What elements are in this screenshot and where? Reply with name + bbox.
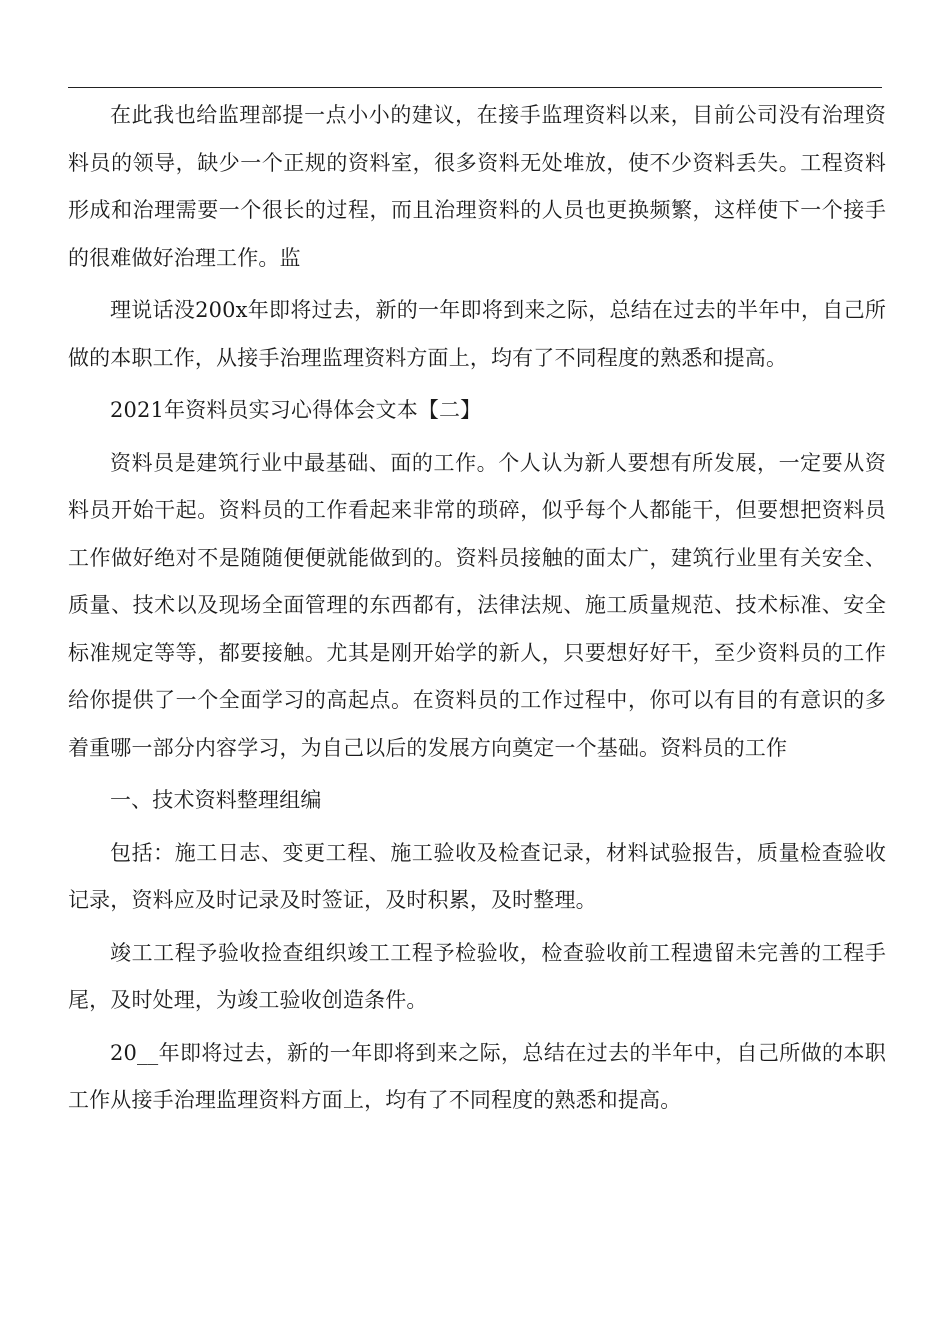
paragraph-includes: 包括：施工日志、变更工程、施工验收及检查记录，材料试验报告，质量检查验收记录，资料应及时记录及时签证，及时积累，及时整理。 [68,840,886,912]
paragraph-year-summary: 理说话没200x年即将过去，新的一年即将到来之际，总结在过去的半年中，自己所做的本职工作，从接手治理监理资料方面上，均有了不同程度的熟悉和提高。 [68,298,886,370]
document-body [68,92,886,1130]
paragraph-suggestion: 在此我也给监理部提一点小小的建议，在接手监理资料以来，目前公司没有治理资料员的领导，缺少一个正规的资料室，很多资料无处堆放，使不少资料丢失。工程资料形成和治理需要一个很长的过程，而且治理资料的人员也更换频繁，这样使下一个接手的很难做好治理工作。监 [68,103,886,270]
header-rule [68,87,882,88]
paragraph-completion-inspection: 竣工工程予验收捡查组织竣工工程予检验收，检查验收前工程遗留未完善的工程手尾，及时处理，为竣工验收创造条件。 [68,940,886,1012]
section-heading: 2021年资料员实习心得体会文本【二】 [110,398,482,422]
list-heading-technical-data: 一、技术资料整理组编 [110,788,322,812]
paragraph-document-clerk-intro: 资料员是建筑行业中最基础、面的工作。个人认为新人要想有所发展，一定要从资料员开始干起。资料员的工作看起来非常的琐碎，似乎每个人都能干，但要想把资料员工作做好绝对不是随随便便就能做到的。资料员接触的面太广，建筑行业里有关安全、质量、技术以及现场全面管理的东西都有，法律法规、施工质量规范、技术标准、安全标准规定等等，都要接触。尤其是刚开始学的新人，只要想好好干，至少资料员的工作给你提供了一个全面学习的高起点。在资料员的工作过程中，你可以有目的有意识的多着重哪一部分内容学习，为自己以后的发展方向奠定一个基础。资料员的工作 [68,450,886,760]
paragraph-closing-summary: 20__年即将过去，新的一年即将到来之际，总结在过去的半年中，自己所做的本职工作从接手治理监理资料方面上，均有了不同程度的熟悉和提高。 [68,1040,886,1112]
